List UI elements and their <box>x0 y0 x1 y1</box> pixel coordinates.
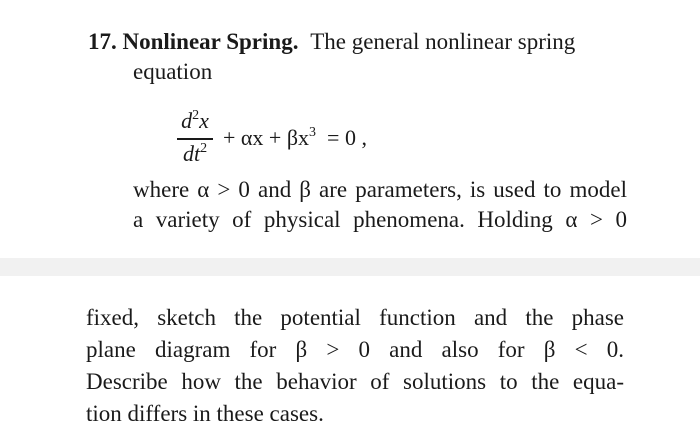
problem-heading-line <box>88 28 620 56</box>
equation-terms: + $\alpha x + \beta x^3 = 0$ , <box>223 125 367 150</box>
fraction-bar <box>177 138 213 140</box>
para1-line1: where α > 0 and β are parameters, is used to model <box>133 177 627 202</box>
problem-number: 17. <box>88 29 117 54</box>
para1-line2: a variety of physical phenomena. Holding α > 0 <box>133 207 627 232</box>
page-bottom-panel <box>0 276 700 435</box>
problem-intro-line2: equation <box>133 59 213 84</box>
problem-title: Nonlinear Spring. <box>122 29 299 54</box>
para2-line1: fixed, sketch the potential function and the phase <box>86 305 624 330</box>
para2-line4: tion differs in these cases. <box>86 401 324 426</box>
fraction-denominator: $dt^2$ <box>182 141 208 166</box>
para2-line2: plane diagram for β > 0 and also for β < 0. <box>86 337 624 362</box>
fraction-numerator: $d^2x$ <box>181 108 209 133</box>
para2-line3: Describe how the behavior of solutions to the equa- <box>86 369 624 394</box>
problem-intro-line1: The general nonlinear spring <box>310 29 576 54</box>
